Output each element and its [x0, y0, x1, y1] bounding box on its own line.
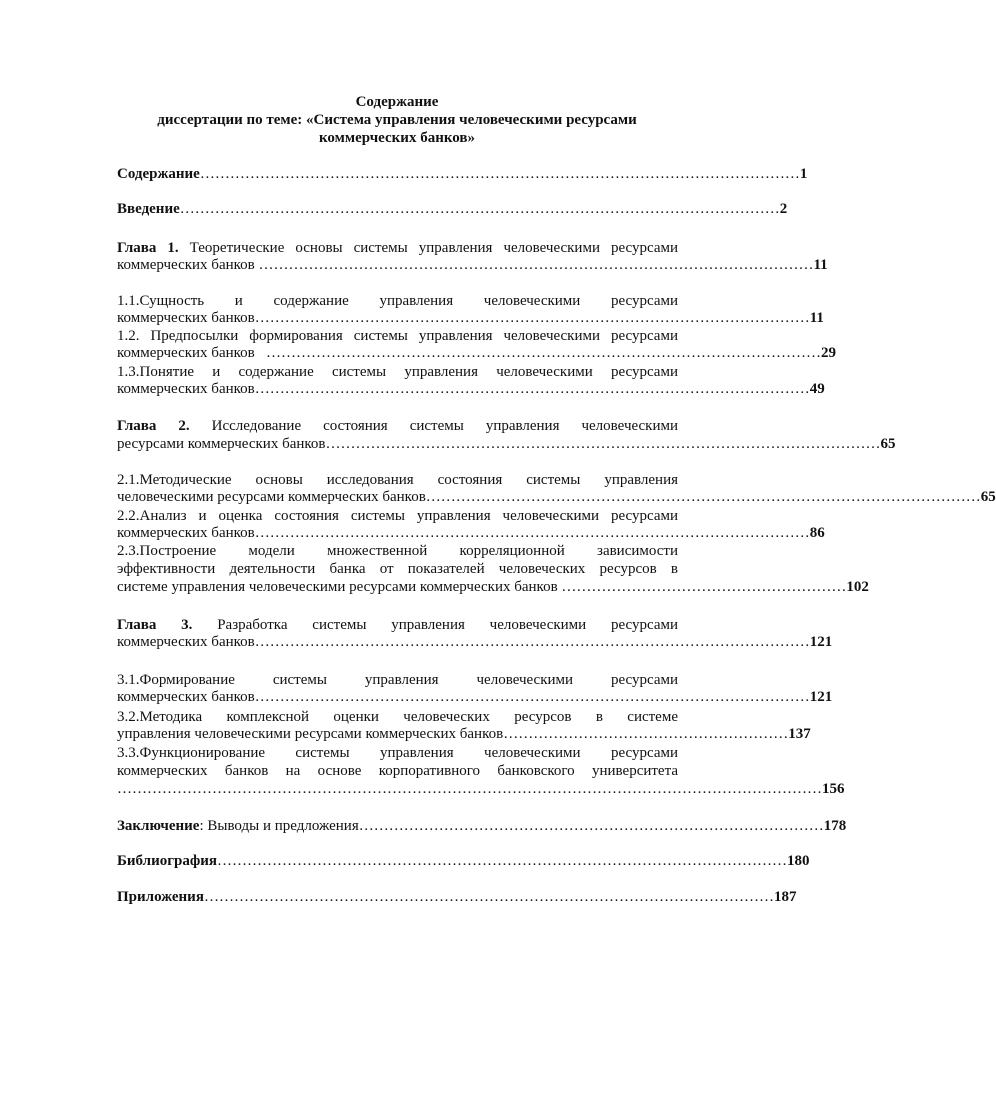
toc-page-number: 49 — [809, 381, 825, 397]
toc-page-number: 11 — [809, 310, 824, 326]
toc-leader-dots: ………………………………………………………………………………………………… — [325, 436, 881, 452]
toc-chapter2-line1 — [117, 418, 678, 435]
toc-leader-dots: ………………………………………………………………………………………………… — [254, 257, 814, 273]
toc-chapter1-line2 — [117, 257, 828, 274]
toc-leader-dots: ………………………………………………………………………………………………… — [254, 634, 810, 650]
toc-chapter3-line2 — [117, 634, 833, 651]
toc-chapter-label: Глава 1. — [117, 240, 179, 256]
toc-section-3-3-line3 — [117, 781, 845, 798]
toc-page-number: 137 — [788, 726, 811, 742]
toc-section-2-3-line1: 2.3.Построение модели множественной корреляционной зависимости — [117, 543, 678, 559]
toc-chapter1-line1 — [117, 240, 678, 257]
toc-section-3-1-line1: 3.1.Формирование системы управления человеческими ресурсами — [117, 672, 678, 688]
toc-page-number: 121 — [809, 634, 833, 650]
toc-label: Заключение — [117, 818, 200, 834]
dissertation-subtitle-line2: коммерческих банков» — [318, 130, 476, 146]
toc-leader-dots: ………………………………………………………………………………………………… — [254, 381, 810, 397]
toc-leader-dots: ………………………………………………………………………………………………… — [254, 689, 810, 705]
toc-leader-dots: …………………………………………………………………………………………………………………………… — [117, 781, 822, 797]
toc-leader-dots: ………………………………………………………………………………… — [358, 818, 824, 834]
toc-page-number: 11 — [813, 257, 828, 273]
toc-entry-intro — [117, 201, 788, 218]
toc-label: Введение — [117, 201, 180, 217]
toc-section-3-1-line2 — [117, 689, 833, 706]
toc-entry-appendix — [117, 889, 797, 906]
toc-label: Приложения — [117, 889, 204, 905]
toc-section-1-3-line2 — [117, 381, 825, 398]
toc-entry-conclusion — [117, 818, 847, 835]
toc-chapter-title: Разработка системы управления человеческими ресурсами — [217, 617, 679, 633]
toc-page-number: 180 — [787, 853, 810, 869]
toc-section-2-1-line2 — [117, 489, 996, 506]
toc-page-number: 65 — [980, 489, 996, 505]
toc-label: Библиография — [117, 853, 218, 869]
toc-chapter3-line1 — [117, 617, 678, 634]
toc-page-number: 29 — [820, 345, 836, 361]
toc-label-rest: : Выводы и предложения — [199, 818, 359, 834]
toc-section-title-cont: коммерческих банков — [117, 689, 255, 705]
toc-section-title-cont: коммерческих банков — [117, 310, 255, 326]
toc-section-2-3-line3 — [117, 579, 869, 596]
toc-section-title-cont: коммерческих банков — [117, 381, 255, 397]
toc-entry-contents — [117, 166, 808, 183]
toc-chapter-title: Исследование состояния системы управления человеческими — [211, 418, 679, 434]
toc-section-title-cont: системе управления человеческими ресурсами коммерческих банков — [117, 579, 558, 595]
toc-chapter-title-cont: ресурсами коммерческих банков — [117, 436, 326, 452]
toc-section-1-2-line1: 1.2. Предпосылки формирования системы управления человеческими ресурсами — [117, 328, 678, 344]
toc-section-3-3-line2: коммерческих банков на основе корпоративного банковского университета — [117, 763, 678, 779]
toc-section-title-cont: коммерческих банков — [117, 345, 255, 361]
toc-page-number: 121 — [809, 689, 833, 705]
toc-section-1-3-line1: 1.3.Понятие и содержание системы управления человеческими ресурсами — [117, 364, 678, 380]
toc-section-3-3-line1: 3.3.Функционирование системы управления человеческими ресурсами — [117, 745, 678, 761]
toc-page-number: 1 — [799, 166, 808, 182]
toc-section-2-2-line1: 2.2.Анализ и оценка состояния системы управления человеческими ресурсами — [117, 508, 678, 524]
toc-section-3-2-line2 — [117, 726, 811, 743]
toc-section-2-2-line2 — [117, 525, 825, 542]
toc-section-2-3-line2: эффективности деятельности банка от показателей человеческих ресурсов в — [117, 561, 678, 577]
toc-section-1-2-line2 — [117, 345, 836, 362]
toc-section-title-cont: коммерческих банков — [117, 525, 255, 541]
toc-page-number: 65 — [880, 436, 896, 452]
toc-leader-dots: ………………………………………………… — [503, 726, 789, 742]
toc-entry-bibliography — [117, 853, 810, 870]
toc-chapter-title: Теоретические основы системы управления человеческими ресурсами — [189, 240, 679, 256]
toc-section-3-2-line1: 3.2.Методика комплексной оценки человеческих ресурсов в системе — [117, 709, 678, 725]
toc-page-number: 102 — [846, 579, 869, 595]
toc-leader-dots: …………………………………………………………………………………………………… — [217, 853, 788, 869]
toc-chapter2-line2 — [117, 436, 896, 453]
toc-label: Содержание — [117, 166, 200, 182]
page-title: Содержание — [355, 94, 439, 110]
toc-section-title-cont: управления человеческими ресурсами коммерческих банков — [117, 726, 504, 742]
toc-section-1-1-line1: 1.1.Сущность и содержание управления человеческими ресурсами — [117, 293, 678, 309]
toc-page-number: 2 — [779, 201, 788, 217]
toc-page-number: 86 — [809, 525, 825, 541]
toc-leader-dots: ………………………………………………………………………………………………… — [254, 310, 810, 326]
toc-leader-dots: ………………………………………………………………………………………………… — [254, 345, 821, 361]
toc-chapter-label: Глава 2. — [117, 418, 190, 434]
toc-leader-dots: ………………………………………………………………………………………………………… — [179, 201, 780, 217]
toc-chapter-title-cont: коммерческих банков — [117, 257, 255, 273]
toc-leader-dots: ………………………………………………………………………………………………… — [425, 489, 981, 505]
toc-leader-dots: ………………………………………………………………………………………………… — [254, 525, 810, 541]
toc-page-number: 187 — [773, 889, 797, 905]
toc-section-2-1-line1: 2.1.Методические основы исследования состояния системы управления — [117, 472, 678, 488]
toc-section-title-cont: человеческими ресурсами коммерческих банков — [117, 489, 426, 505]
toc-leader-dots: …………………………………………………………………………………………………… — [203, 889, 774, 905]
toc-leader-dots: ………………………………………………… — [557, 579, 847, 595]
toc-page-number: 156 — [822, 781, 845, 797]
dissertation-subtitle-line1: диссертации по теме: «Система управления человеческими ресурсами — [157, 112, 637, 128]
toc-chapter-title-cont: коммерческих банков — [117, 634, 255, 650]
toc-leader-dots: ………………………………………………………………………………………………………… — [199, 166, 800, 182]
toc-section-1-1-line2 — [117, 310, 824, 327]
toc-chapter-label: Глава 3. — [117, 617, 193, 633]
toc-page-number: 178 — [823, 818, 847, 834]
